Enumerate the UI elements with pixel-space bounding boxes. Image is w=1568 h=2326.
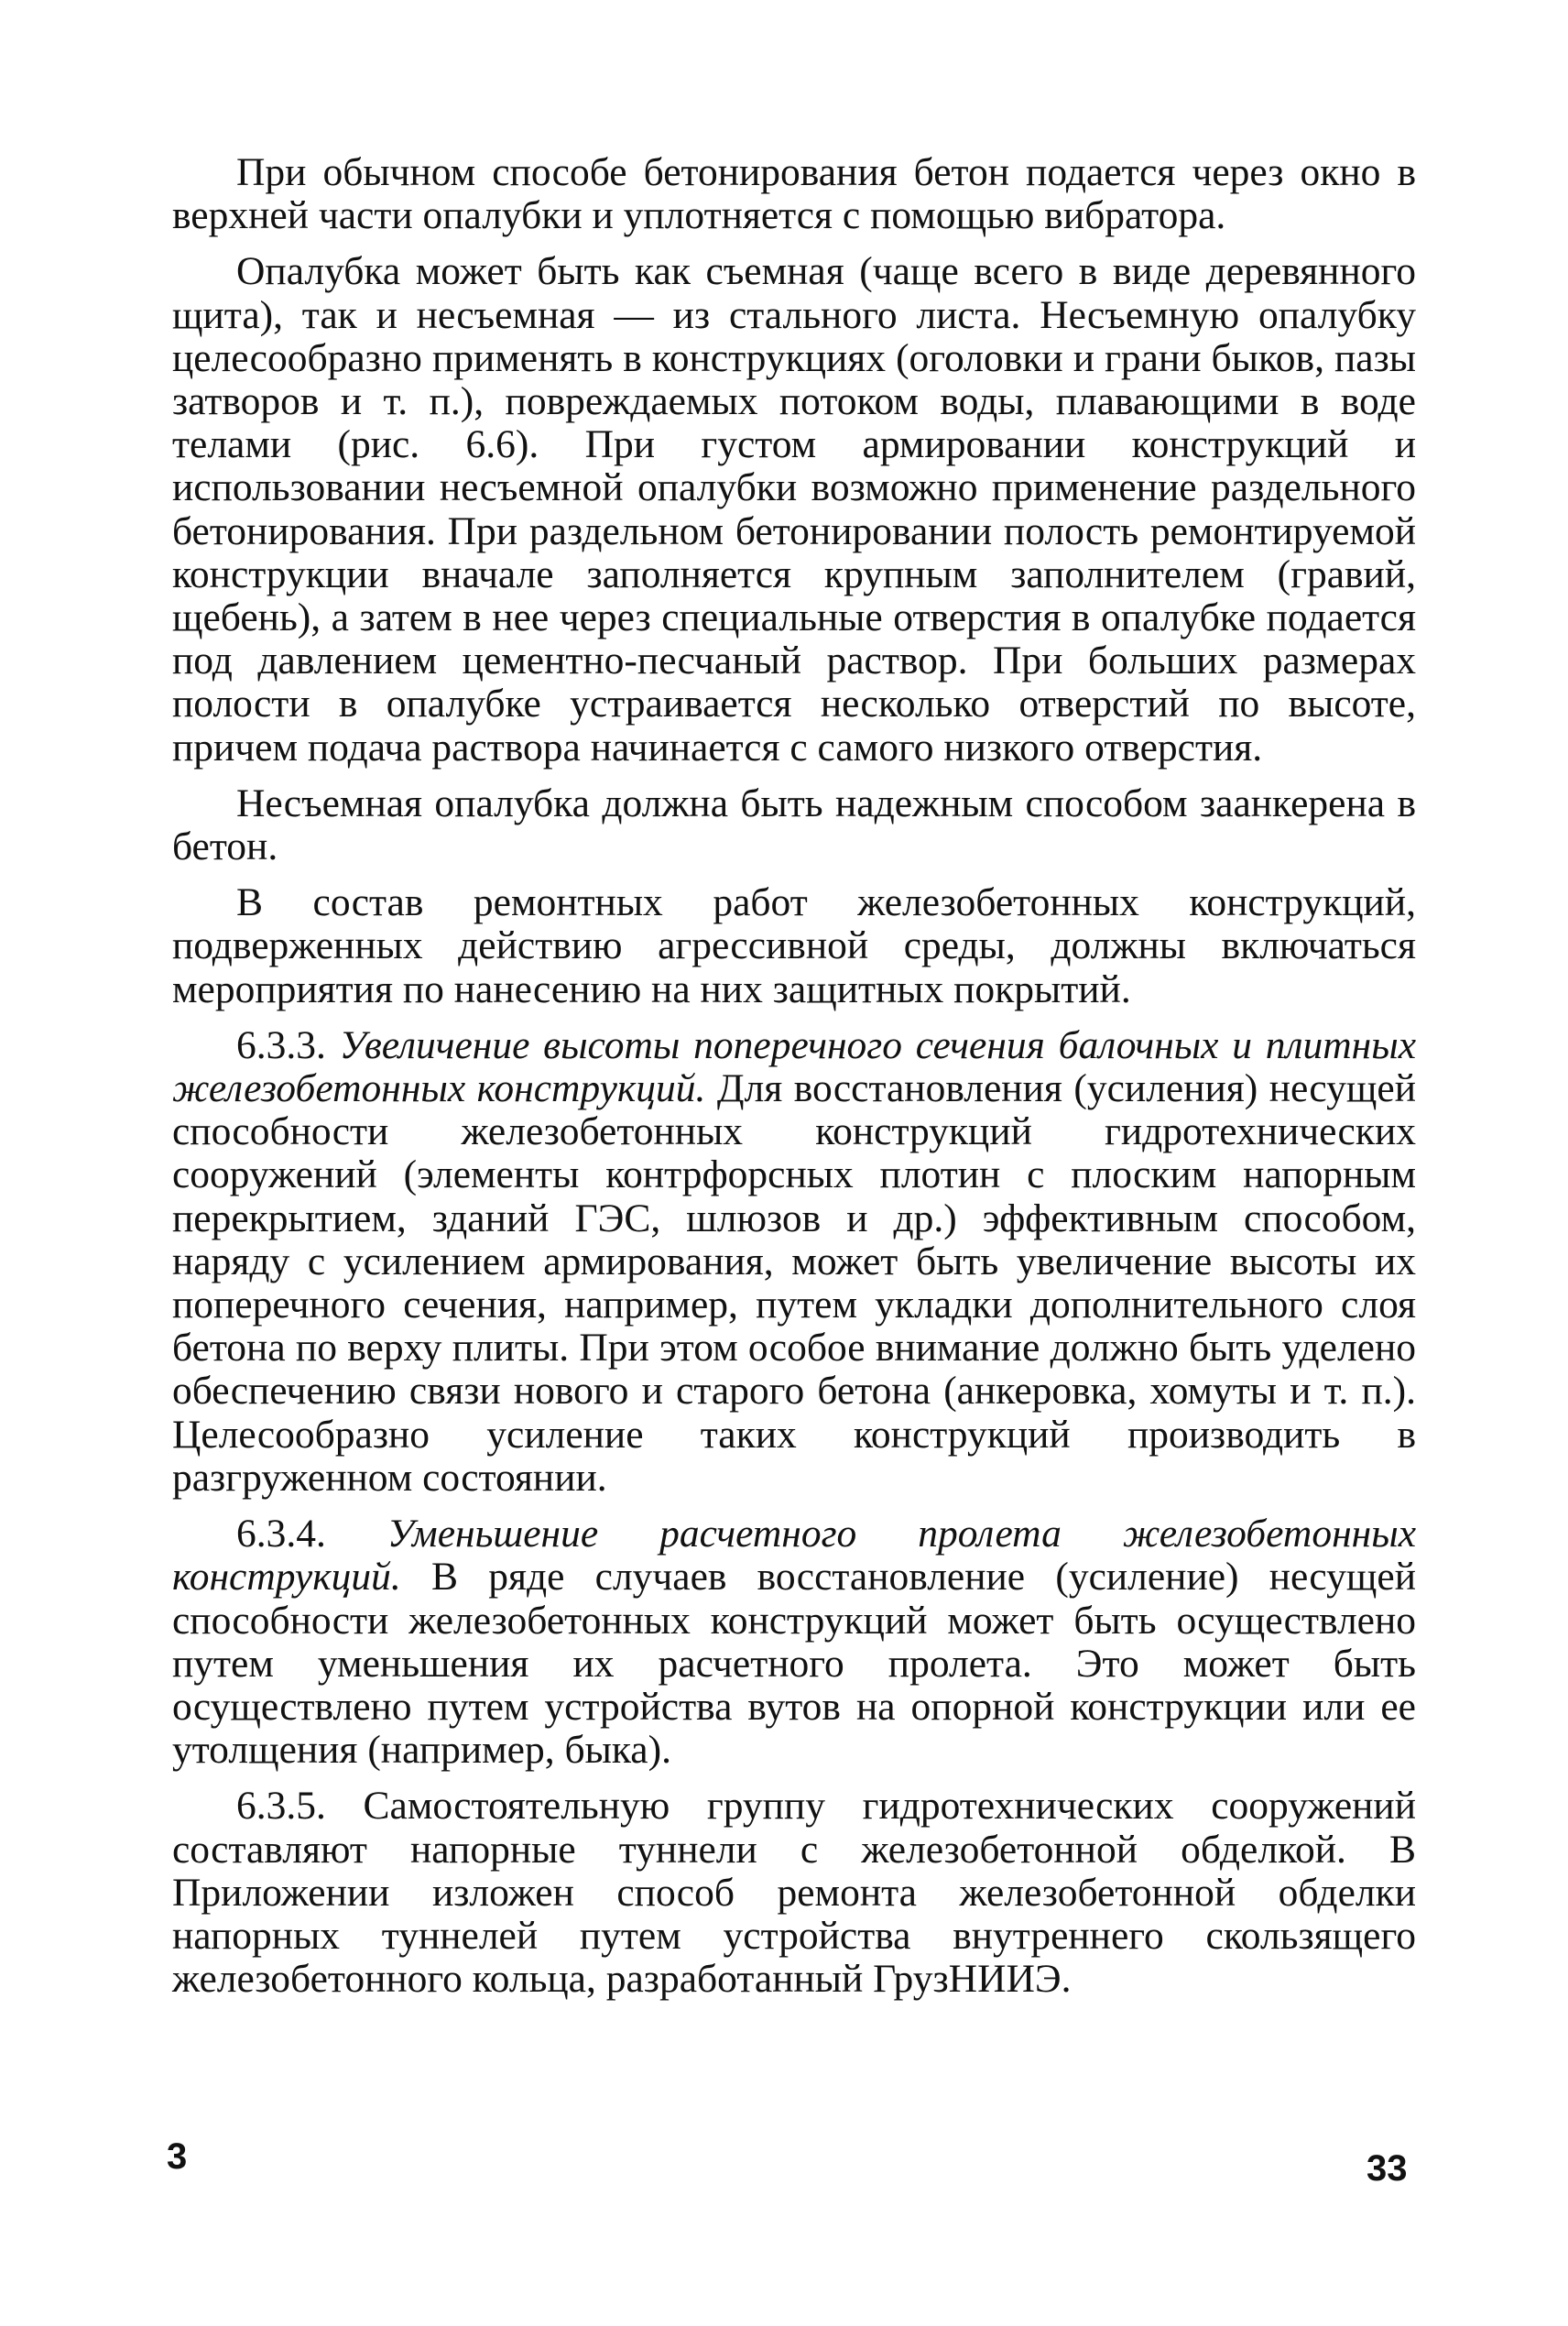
section-number: 6.3.4. bbox=[236, 1512, 326, 1556]
signature-mark: 3 bbox=[167, 2136, 188, 2177]
section-heading: Уменьшение расчетного пролета железобетонных конструкций. bbox=[172, 1512, 1416, 1600]
section-number: 6.3.3. bbox=[236, 1022, 326, 1067]
section-6-3-4 bbox=[172, 1512, 1416, 1772]
section-6-3-5 bbox=[172, 1785, 1416, 2001]
paragraph-protective-coatings bbox=[172, 881, 1416, 1011]
paragraph-formwork-anchoring bbox=[172, 782, 1416, 868]
paragraph-text: В состав ремонтных работ железобетонных конструкций, подверженных действию агрессивной среды, должны включаться мероприятия по нанесению на них защитных покрытий. bbox=[172, 880, 1416, 1011]
paragraph-text: Несъемная опалубка должна быть надежным способом заанкерена в бетон. bbox=[172, 781, 1416, 869]
paragraph-text: При обычном способе бетонирования бетон подается через окно в верхней части опалубки и уплотняется с помощью вибратора. bbox=[172, 150, 1416, 238]
paragraph-concreting-method bbox=[172, 151, 1416, 237]
section-6-3-3 bbox=[172, 1024, 1416, 1500]
body-text bbox=[172, 151, 1416, 2014]
section-number: 6.3.5. bbox=[236, 1784, 326, 1829]
paragraph-text: Самостоятельную группу гидротехнических сооружений составляют напорные туннели с железобетонной обделкой. В Приложении изложен способ ремонта железобетонной обделки напорных туннелей путем устройства внутреннего скользящего железобетонного кольца, разработанный ГрузНИИЭ. bbox=[172, 1784, 1416, 2002]
page-number: 33 bbox=[1367, 2148, 1408, 2189]
paragraph-text: В ряде случаев восстановление (усиление) несущей способности железобетонных конструкций может быть осуществлено путем уменьшения их расчетного пролета. Это может быть осуществлено путем устройства вутов на опорной конструкции или ее утолщения (например, быка). bbox=[172, 1555, 1416, 1773]
section-heading: Увеличение высоты поперечного сечения балочных и плитных железобетонных конструкций. bbox=[172, 1022, 1416, 1111]
paragraph-text: Опалубка может быть как съемная (чаще всего в виде деревянного щита), так и несъемная — из стального листа. Несъемную опалубку целесообразно применять в конструкциях (оголовки и грани быков, пазы затворов и т. п.), повреждаемых потоком воды, плавающими в воде телами (рис. 6.6). При густом армировании конструкций и использовании несъемной опалубки возможно применение раздельного бетонирования. При раздельном бетонировании полость ремонтируемой конструкции вначале заполняется крупным заполнителем (гравий, щебень), а затем в нее через специальные отверстия в опалубке подается под давлением цементно-песчаный раствор. При больших размерах полости в опалубке устраивается несколько отверстий по высоте, причем подача раствора начинается с самого низкого отверстия. bbox=[172, 249, 1416, 770]
paragraph-text: Для восстановления (усиления) несущей способности железобетонных конструкций гидротехнических сооружений (элементы контрфорсных плотин с плоским напорным перекрытием, зданий ГЭС, шлюзов и др.) эффективным способом, наряду с усилением армирования, может быть увеличение высоты их поперечного сечения, например, путем укладки дополнительного слоя бетона по верху плиты. При этом особое внимание должно быть уделено обеспечению связи нового и старого бетона (анкеровка, хомуты и т. п.). Целесообразно усиление таких конструкций производить в разгруженном состоянии. bbox=[172, 1066, 1416, 1500]
paragraph-formwork-types bbox=[172, 250, 1416, 769]
